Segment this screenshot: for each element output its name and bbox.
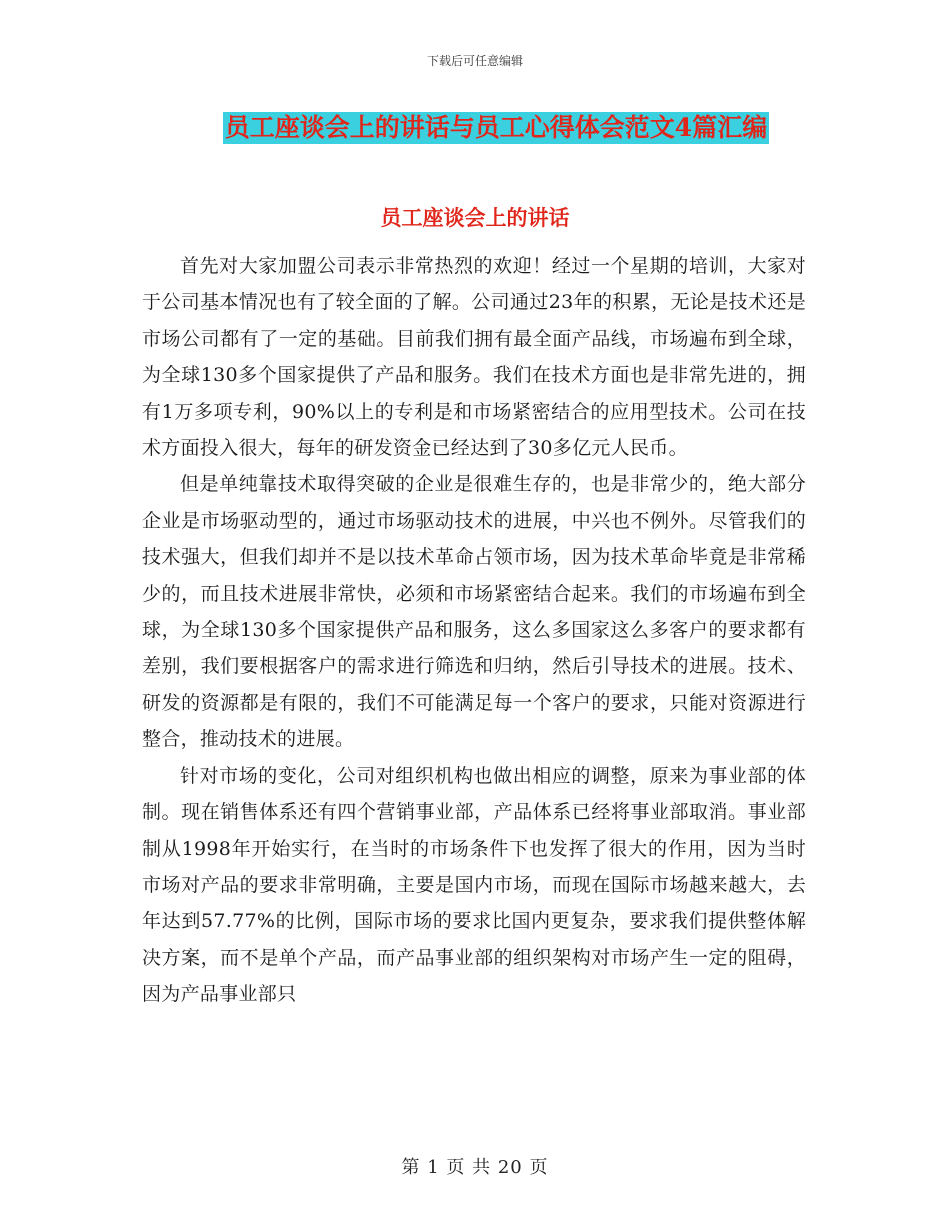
document-body <box>142 248 806 1013</box>
document-title: 员工座谈会上的讲话与员工心得体会范文4篇汇编 <box>224 113 768 142</box>
paragraph: 首先对大家加盟公司表示非常热烈的欢迎！经过一个星期的培训，大家对于公司基本情况也有了较全面的了解。公司通过23年的积累，无论是技术还是市场公司都有了一定的基础。目前我们拥有最全面产品线，市场遍布到全球，为全球130多个国家提供了产品和服务。我们在技术方面也是非常先进的，拥有1万多项专利，90%以上的专利是和市场紧密结合的应用型技术。公司在技术方面投入很大，每年的研发资金已经达到了30多亿元人民币。 <box>142 255 806 460</box>
document-title-container <box>0 112 950 144</box>
section-title: 员工座谈会上的讲话 <box>380 205 570 230</box>
paragraph: 针对市场的变化，公司对组织机构也做出相应的调整，原来为事业部的体制。现在销售体系还有四个营销事业部，产品体系已经将事业部取消。事业部制从1998年开始实行，在当时的市场条件下也发挥了很大的作用，因为当时市场对产品的要求非常明确，主要是国内市场，而现在国际市场越来越大，去年达到57.77%的比例，国际市场的要求比国内更复杂，要求我们提供整体解决方案，而不是单个产品，而产品事业部的组织架构对市场产生一定的阻碍，因为产品事业部只 <box>142 764 806 1006</box>
page-number-footer: 第 1 页 共 20 页 <box>401 1157 549 1178</box>
paragraph: 但是单纯靠技术取得突破的企业是很难生存的，也是非常少的，绝大部分企业是市场驱动型的，通过市场驱动技术的进展，中兴也不例外。尽管我们的技术强大，但我们却并不是以技术革命占领市场，因为技术革命毕竟是非常稀少的，而且技术进展非常快，必须和市场紧密结合起来。我们的市场遍布到全球，为全球130多个国家提供产品和服务，这么多国家这么多客户的要求都有差别，我们要根据客户的需求进行筛选和归纳，然后引导技术的进展。技术、研发的资源都是有限的，我们不可能满足每一个客户的要求，只能对资源进行整合，推动技术的进展。 <box>142 473 806 751</box>
page-header-note: 下载后可任意编辑 <box>426 54 523 68</box>
